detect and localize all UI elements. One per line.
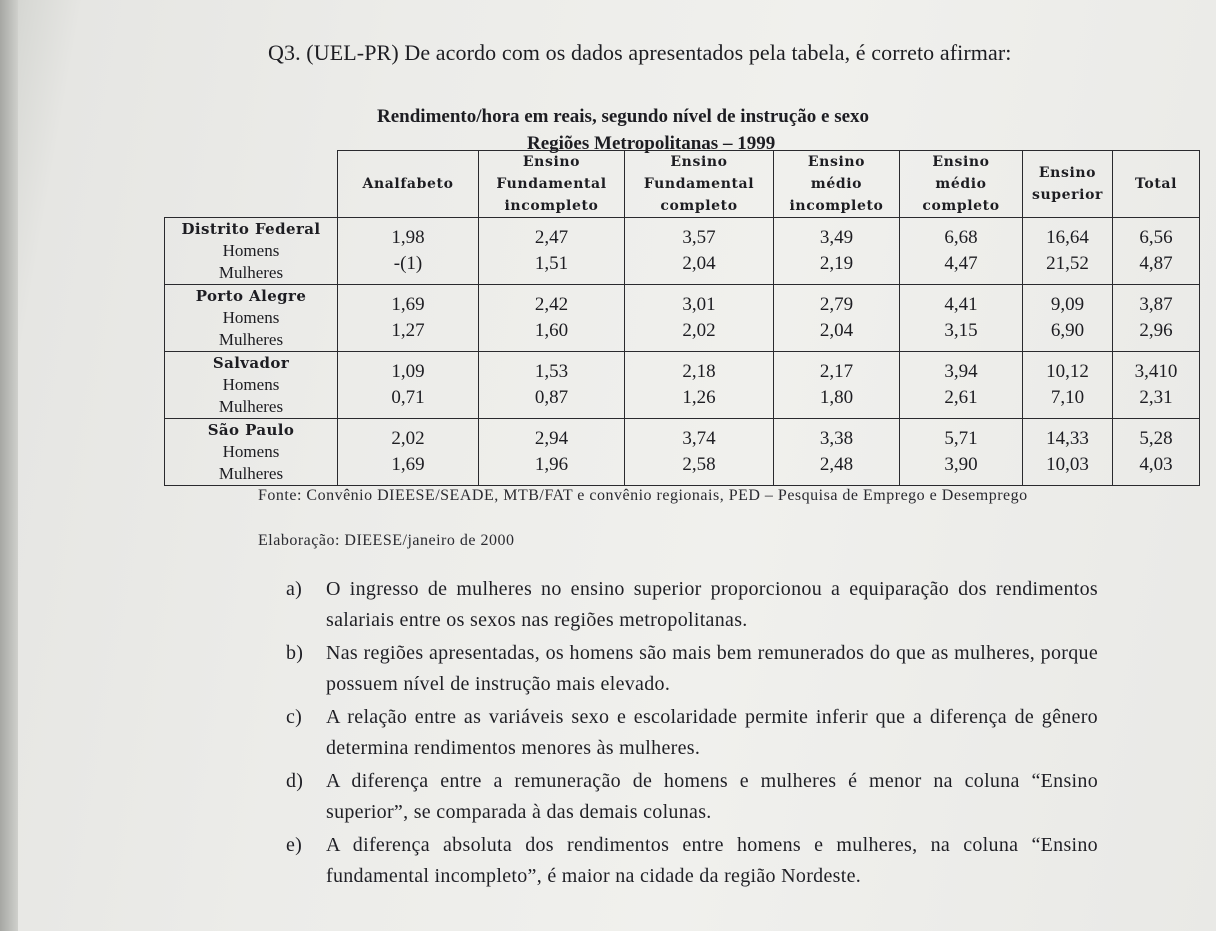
table-source: Fonte: Convênio DIEESE/SEADE, MTB/FAT e convênio regionais, PED – Pesquisa de Emprego e Desemprego — [258, 487, 1028, 504]
men-value: 1,98 — [391, 227, 425, 248]
value-cell — [625, 352, 774, 419]
men-value: 2,94 — [534, 428, 569, 449]
men-value: 6,68 — [944, 227, 978, 248]
value-cell — [338, 285, 479, 352]
col-header-text: incompleto — [504, 198, 599, 214]
col-header-text: Ensino — [932, 154, 990, 170]
women-value: 2,96 — [1139, 320, 1173, 341]
option-e — [286, 830, 1098, 892]
men-value: 3,94 — [944, 361, 978, 382]
col-header-superior — [1023, 151, 1113, 218]
option-letter: e) — [286, 834, 303, 856]
col-header-text: completo — [922, 198, 1000, 214]
value-cell — [479, 218, 625, 285]
answer-options — [286, 574, 1098, 894]
men-value: 16,64 — [1046, 227, 1089, 248]
women-value: 2,04 — [682, 253, 716, 274]
women-label: Mulheres — [218, 263, 284, 282]
col-header-fund-incompleto — [479, 151, 625, 218]
option-d — [286, 766, 1098, 828]
value-cell — [900, 218, 1023, 285]
women-value: 0,87 — [534, 387, 569, 408]
col-header-text: Ensino — [670, 154, 728, 170]
men-value: 2,02 — [391, 428, 425, 449]
option-letter: c) — [286, 706, 303, 728]
value-cell — [338, 218, 479, 285]
men-label: Homens — [222, 442, 280, 461]
women-value: 2,02 — [682, 320, 716, 341]
page-shadow — [0, 0, 18, 931]
men-value: 2,47 — [534, 227, 569, 248]
value-cell — [1023, 285, 1113, 352]
value-cell — [900, 285, 1023, 352]
women-value: 21,52 — [1046, 253, 1089, 274]
table-row — [165, 419, 1200, 486]
option-letter: a) — [286, 578, 303, 600]
value-cell — [338, 419, 479, 486]
col-header-fund-completo — [625, 151, 774, 218]
region-name: Distrito Federal — [181, 220, 321, 238]
option-text: A relação entre as variáveis sexo e escolaridade permite inferir que a diferença de gênero determina rendimentos menores às mulheres. — [326, 706, 1098, 759]
value-cell — [338, 352, 479, 419]
men-value: 4,41 — [944, 294, 978, 315]
region-cell — [165, 352, 338, 419]
col-header-text: Ensino — [807, 154, 866, 170]
women-value: 1,26 — [682, 387, 716, 408]
women-value: 1,51 — [534, 253, 569, 274]
women-value: 2,61 — [944, 387, 978, 408]
men-label: Homens — [222, 241, 280, 260]
value-cell — [479, 352, 625, 419]
men-value: 3,01 — [682, 294, 716, 315]
value-cell — [1113, 218, 1200, 285]
value-cell — [1113, 352, 1200, 419]
women-value: 3,15 — [944, 320, 978, 341]
col-header-text: Ensino — [1038, 165, 1097, 181]
value-cell — [900, 419, 1023, 486]
value-cell — [774, 352, 900, 419]
men-value: 2,18 — [682, 361, 716, 382]
value-cell — [479, 419, 625, 486]
col-header-text: Ensino — [522, 154, 581, 170]
men-value: 5,28 — [1139, 428, 1173, 449]
men-label: Homens — [222, 308, 280, 327]
income-table — [164, 150, 1200, 486]
value-cell — [625, 419, 774, 486]
men-value: 3,57 — [682, 227, 716, 248]
women-value: 6,90 — [1050, 320, 1085, 341]
women-value: 1,60 — [534, 320, 569, 341]
men-value: 3,410 — [1134, 361, 1178, 382]
question-title: Q3. (UEL-PR) De acordo com os dados apresentados pela tabela, é correto afirmar: — [268, 40, 1012, 65]
value-cell — [774, 419, 900, 486]
women-value: 7,10 — [1050, 387, 1085, 408]
header-row — [165, 151, 1200, 218]
col-header-text: Fundamental — [643, 176, 755, 192]
women-label: Mulheres — [218, 330, 284, 349]
value-cell — [479, 285, 625, 352]
men-value: 10,12 — [1046, 361, 1089, 382]
men-value: 3,38 — [819, 428, 854, 449]
women-label: Mulheres — [218, 464, 284, 483]
women-value: 4,87 — [1139, 253, 1173, 274]
value-cell — [1113, 285, 1200, 352]
women-value: 1,27 — [391, 320, 425, 341]
col-header-total — [1113, 151, 1200, 218]
women-value: 2,58 — [682, 454, 716, 475]
option-letter: d) — [286, 770, 304, 792]
table-subtitle: Regiões Metropolitanas – 1999 — [527, 133, 776, 154]
table-row — [165, 285, 1200, 352]
women-value: 4,03 — [1139, 454, 1173, 475]
women-value: 1,80 — [819, 387, 854, 408]
women-value: -(1) — [393, 253, 423, 274]
col-header-text: Total — [1134, 176, 1177, 192]
men-value: 2,42 — [534, 294, 569, 315]
option-text: O ingresso de mulheres no ensino superior proporcionou a equiparação dos rendimentos salariais entre os sexos nas regiões metropolitanas. — [326, 578, 1098, 631]
value-cell — [900, 352, 1023, 419]
region-name: São Paulo — [207, 421, 295, 439]
option-letter: b) — [286, 642, 304, 664]
men-label: Homens — [222, 375, 280, 394]
women-value: 10,03 — [1046, 454, 1089, 475]
value-cell — [1023, 218, 1113, 285]
women-value: 2,19 — [819, 253, 854, 274]
value-cell — [1023, 419, 1113, 486]
value-cell — [625, 218, 774, 285]
col-header-text: Fundamental — [496, 176, 607, 192]
option-c — [286, 702, 1098, 764]
women-value: 2,31 — [1139, 387, 1173, 408]
men-value: 2,79 — [819, 294, 854, 315]
value-cell — [774, 218, 900, 285]
col-header-text: médio — [810, 176, 863, 192]
col-header-text: completo — [660, 198, 738, 214]
option-a — [286, 574, 1098, 636]
women-value: 3,90 — [944, 454, 978, 475]
value-cell — [1113, 419, 1200, 486]
col-header-medio-incompleto — [774, 151, 900, 218]
men-value: 1,09 — [391, 361, 425, 382]
men-value: 9,09 — [1050, 294, 1085, 315]
region-name: Porto Alegre — [195, 287, 307, 305]
men-value: 5,71 — [944, 428, 978, 449]
men-value: 1,53 — [534, 361, 569, 382]
header-blank — [165, 151, 338, 218]
value-cell — [1023, 352, 1113, 419]
men-value: 1,69 — [391, 294, 425, 315]
men-value: 2,17 — [819, 361, 854, 382]
women-value: 2,04 — [819, 320, 854, 341]
col-header-text: Analfabeto — [362, 176, 454, 192]
table-row — [165, 352, 1200, 419]
table-title: Rendimento/hora em reais, segundo nível de instrução e sexo — [377, 106, 870, 127]
women-value: 0,71 — [391, 387, 425, 408]
option-text: Nas regiões apresentadas, os homens são mais bem remunerados do que as mulheres, porque possuem nível de instrução mais elevado. — [326, 642, 1098, 695]
col-header-analfabeto — [338, 151, 479, 218]
men-value: 3,87 — [1139, 294, 1173, 315]
men-value: 3,74 — [682, 428, 716, 449]
col-header-medio-completo — [900, 151, 1023, 218]
men-value: 6,56 — [1139, 227, 1173, 248]
region-cell — [165, 419, 338, 486]
table-row — [165, 218, 1200, 285]
value-cell — [774, 285, 900, 352]
option-text: A diferença absoluta dos rendimentos entre homens e mulheres, na coluna “Ensino fundamental incompleto”, é maior na cidade da região Nordeste. — [326, 834, 1098, 887]
men-value: 14,33 — [1046, 428, 1089, 449]
col-header-text: superior — [1032, 187, 1103, 203]
option-text: A diferença entre a remuneração de homens e mulheres é menor na coluna “Ensino superior”, se comparada à das demais colunas. — [326, 770, 1098, 823]
women-value: 1,69 — [391, 454, 425, 475]
col-header-text: incompleto — [789, 198, 884, 214]
region-cell — [165, 218, 338, 285]
table-elaboration: Elaboração: DIEESE/janeiro de 2000 — [258, 532, 515, 549]
women-value: 1,96 — [534, 454, 569, 475]
women-value: 4,47 — [944, 253, 978, 274]
col-header-text: médio — [935, 176, 987, 192]
men-value: 3,49 — [819, 227, 854, 248]
value-cell — [625, 285, 774, 352]
region-cell — [165, 285, 338, 352]
region-name: Salvador — [212, 354, 290, 372]
women-label: Mulheres — [218, 397, 284, 416]
women-value: 2,48 — [819, 454, 854, 475]
option-b — [286, 638, 1098, 700]
